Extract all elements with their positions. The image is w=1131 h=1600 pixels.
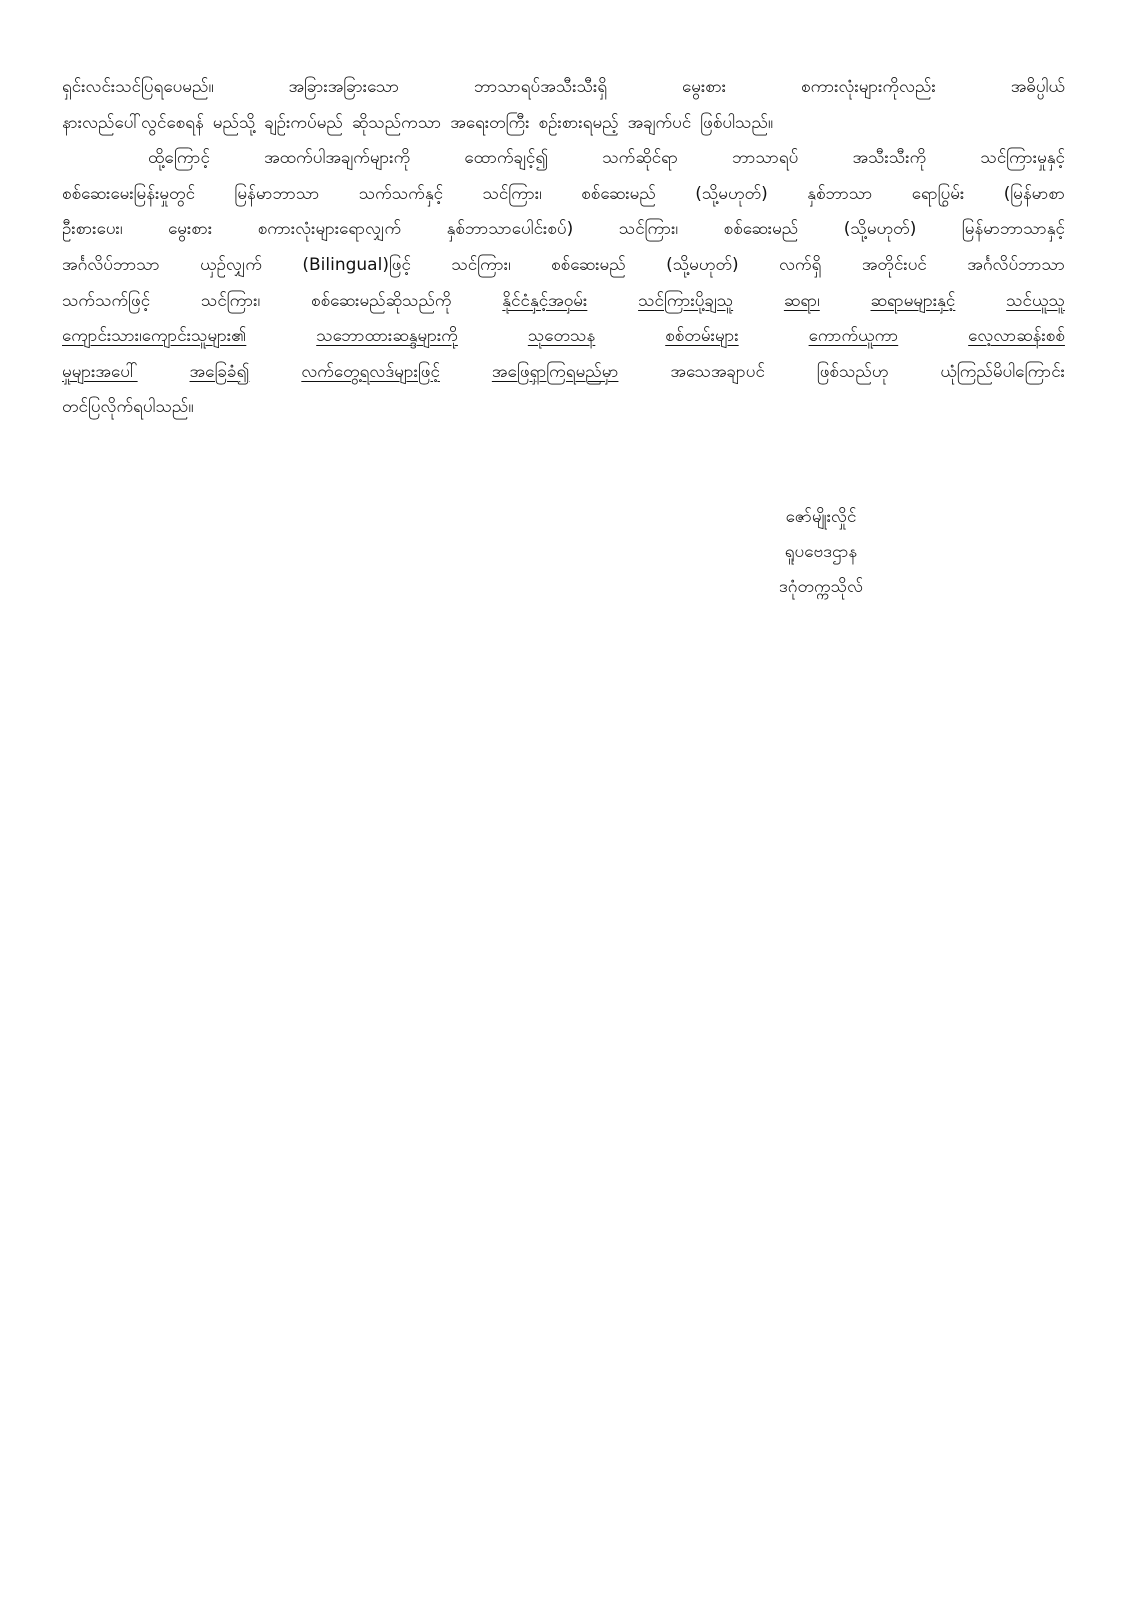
word: အသီးသီးကို xyxy=(852,148,927,169)
word: သင်ကြား၊ xyxy=(451,254,511,275)
underlined-word: ကောက်ယူကာ xyxy=(808,326,899,347)
word: စစ်ဆေးမည် xyxy=(551,254,626,275)
word: စစ်ဆေးမေးမြန်းမှုတွင် xyxy=(62,183,196,204)
word: အင်္ဂလိပ်ဘာသာ xyxy=(62,254,160,275)
word: သင်ကြား၊ xyxy=(618,219,679,240)
underlined-word: ကျောင်းသား၊ကျောင်းသူများ၏ xyxy=(62,326,247,347)
word: အသေအချာပင် xyxy=(670,361,765,382)
word: တင်ပြလိုက်ရပါသည်။ xyxy=(62,397,194,418)
underlined-word: မှုများအပေါ် xyxy=(62,361,138,382)
word: (သို့မဟုတ်) xyxy=(666,254,739,275)
word: (သို့မဟုတ်) xyxy=(843,219,917,240)
underlined-word: စစ်တမ်းများ xyxy=(665,326,739,347)
word: (မြန်မာစာ xyxy=(1003,183,1065,204)
word: ဦးစားပေး၊ xyxy=(62,219,123,240)
word: မွေးစား xyxy=(168,219,213,240)
word: ဘာသာရပ် xyxy=(732,148,799,169)
word: အင်္ဂလိပ်ဘာသာ xyxy=(967,254,1065,275)
underlined-word: လေ့လာဆန်းစစ် xyxy=(968,326,1065,347)
signer-department: ရူပဗေဒဌာန xyxy=(784,542,858,562)
text-line-6 xyxy=(62,248,1065,284)
word: သင်ကြား၊ xyxy=(200,290,261,311)
text-line-7 xyxy=(62,284,1065,320)
underlined-word: သုတေသန xyxy=(527,326,596,347)
underlined-word: သဘောထားဆန္ဒများကို xyxy=(316,326,458,347)
word: သက်ဆိုင်ရာ xyxy=(602,148,678,169)
text-line-8 xyxy=(62,319,1065,355)
word: ထောက်ချင့်၍ xyxy=(464,148,549,169)
word: နှစ်ဘာသာ xyxy=(807,183,873,204)
word: မြန်မာဘာသာနှင့် xyxy=(961,219,1065,240)
word: စဉ်းစားရမည့် xyxy=(538,112,619,133)
word: (သို့မဟုတ်) xyxy=(695,183,768,204)
word: ဆိုသည်ကသာ xyxy=(351,112,442,133)
word: စစ်ဆေးမည် xyxy=(723,219,799,240)
word: ချဉ်းကပ်မည် xyxy=(264,112,343,133)
word: မြန်မာဘာသာ xyxy=(234,183,320,204)
word: သက်သက်နှင့် xyxy=(358,183,444,204)
word: ဖြစ်ပါသည်။ xyxy=(700,112,774,133)
word: စကားလုံးများရောလျှက် xyxy=(257,219,402,240)
word: (Bilingual)ဖြင့် xyxy=(302,254,411,275)
word: အထက်ပါအချက်များကို xyxy=(264,148,411,169)
underlined-word: လက်တွေ့ရလဒ်များဖြင့် xyxy=(301,361,440,382)
word: အခြားအခြားသော xyxy=(288,77,400,97)
word: နားလည်ပေါ်လွင်စေရန် xyxy=(62,112,204,133)
word: အတိုင်းပင် xyxy=(861,254,927,275)
word: စကားလုံးများကိုလည်း xyxy=(801,77,936,97)
underlined-word: အခြေခံ၍ xyxy=(189,361,250,382)
text-line-5 xyxy=(62,212,1065,248)
word: အရေးတကြီး xyxy=(450,112,530,133)
word: ယှဉ်လျှက် xyxy=(200,254,262,275)
underlined-word: သင်ယူသူ xyxy=(1006,290,1065,311)
word: ဖြစ်သည်ဟု xyxy=(816,361,889,382)
word: ယုံကြည်မိပါကြောင်း xyxy=(940,361,1065,382)
word: အချက်ပင် xyxy=(627,112,692,133)
word: အဓိပ္ပါယ် xyxy=(1010,77,1065,97)
underlined-word: ဆရာမများနှင့် xyxy=(870,290,956,311)
underlined-word: သင်ကြားပို့ချသူ xyxy=(638,290,734,311)
underlined-word: ဆရာ၊ xyxy=(783,290,820,311)
word: စစ်ဆေးမည် xyxy=(581,183,656,204)
text-line-9 xyxy=(62,355,1065,391)
word: သင်ကြား၊ xyxy=(482,183,542,204)
word: ထို့ကြောင့် xyxy=(148,148,210,169)
word: မည်သို့ xyxy=(212,112,256,133)
word: ရောပြွမ်း xyxy=(911,183,965,204)
signer-name: ဇော်မျိုးလှိုင် xyxy=(785,507,857,527)
underlined-word: အဖြေရှာကြရမည်မှာ xyxy=(491,361,619,382)
underlined-word: နိုင်ငံနှင့်အဝှမ်း xyxy=(502,290,588,311)
text-line-4 xyxy=(62,177,1065,213)
text-line-3 xyxy=(62,141,1065,177)
word: သက်သက်ဖြင့် xyxy=(62,290,151,311)
word: သင်ကြားမှုနှင့် xyxy=(980,148,1065,169)
signer-institution: ဒဂုံတက္ကသိုလ် xyxy=(778,577,864,597)
word: နှစ်ဘာသာပေါင်းစပ်) xyxy=(446,219,574,240)
letter-body xyxy=(62,70,1065,426)
word: မွေးစား xyxy=(682,77,727,97)
word: ဘာသာရပ်အသီးသီးရှိ xyxy=(474,77,608,97)
signature-block xyxy=(706,500,936,605)
word: ရှင်းလင်းသင်ပြရပေမည်။ xyxy=(62,77,214,97)
text-line-2 xyxy=(62,106,1065,142)
text-line-10 xyxy=(62,390,1065,426)
word: လက်ရှိ xyxy=(779,254,822,275)
word: စစ်ဆေးမည်ဆိုသည်ကို xyxy=(311,290,452,311)
text-line-1 xyxy=(62,70,1065,106)
